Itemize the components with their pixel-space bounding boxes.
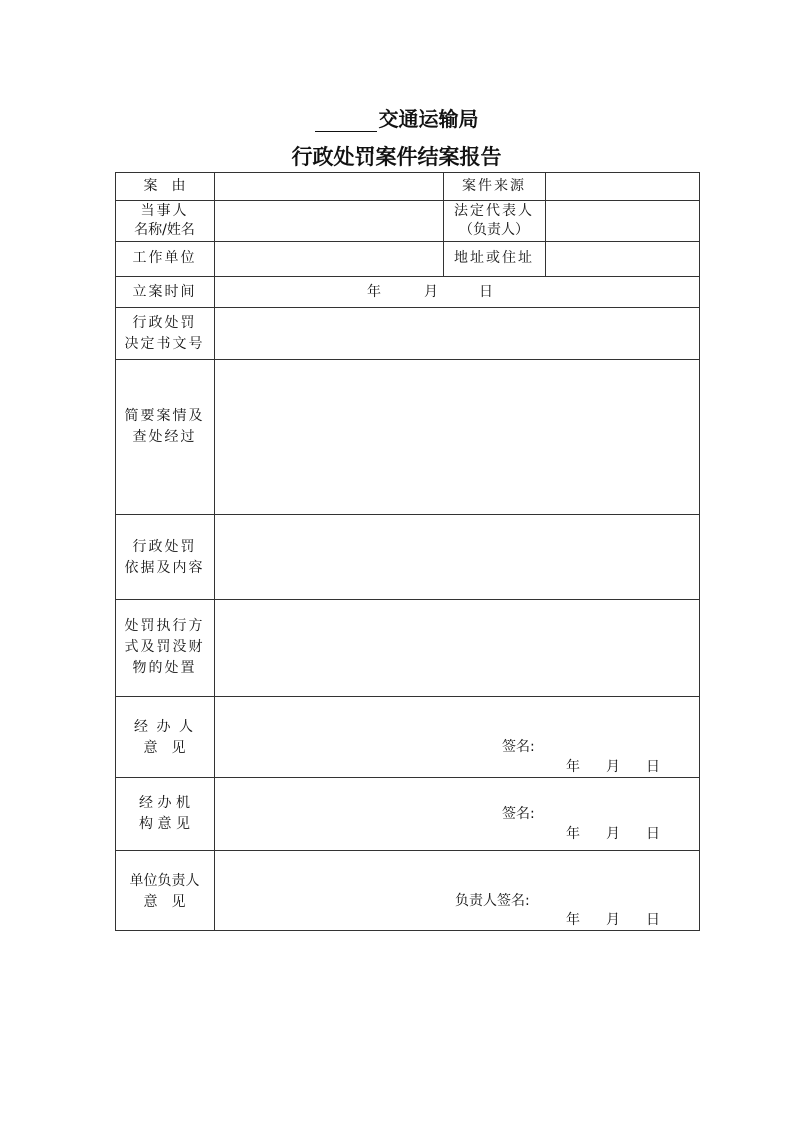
label-execution-line3: 物的处置: [132, 660, 197, 676]
label-head-line2: 意 见: [143, 894, 186, 910]
label-summary-line1: 简要案情及: [124, 408, 205, 424]
label-execution-line2: 式及罚没财: [124, 639, 205, 655]
label-work-unit: 工作单位: [132, 250, 197, 266]
head-year-label: 年: [566, 912, 580, 928]
head-day-label: 日: [646, 912, 660, 928]
label-party-line2: 名称/姓名: [134, 222, 195, 238]
label-filing-time: 立案时间: [132, 284, 197, 300]
label-decision-no-line2: 决定书文号: [124, 336, 205, 352]
agency-suffix: 交通运输局: [378, 107, 479, 131]
label-handler-line1: 经 办 人: [134, 719, 195, 735]
label-party-line1: 当事人: [140, 203, 189, 219]
label-basis-line1: 行政处罚: [132, 539, 197, 555]
head-month-label: 月: [606, 912, 620, 928]
label-legal-rep-line1: 法定代表人: [454, 203, 534, 219]
label-handler-line2: 意 见: [143, 740, 186, 756]
head-signature-label: 负责人签名:: [455, 893, 530, 909]
label-case-source: 案件来源: [462, 178, 526, 194]
dept-day-label: 日: [646, 826, 660, 842]
page-title: 行政处罚案件结案报告: [291, 145, 502, 169]
dept-year-label: 年: [566, 826, 580, 842]
agency-name-blank: [315, 111, 377, 132]
label-dept-line2: 构 意 见: [139, 816, 190, 832]
label-head-line1: 单位负责人: [129, 873, 200, 889]
label-execution-line1: 处罚执行方: [124, 618, 205, 634]
filing-month-label: 月: [424, 284, 438, 300]
label-address: 地址或住址: [454, 250, 534, 266]
handler-month-label: 月: [606, 759, 620, 775]
handler-day-label: 日: [646, 759, 660, 775]
dept-month-label: 月: [606, 826, 620, 842]
handler-year-label: 年: [566, 759, 580, 775]
label-basis-line2: 依据及内容: [124, 560, 205, 576]
dept-signature-label: 签名:: [502, 806, 535, 822]
label-summary-line2: 查处经过: [132, 429, 197, 445]
filing-year-label: 年: [367, 284, 381, 300]
handler-signature-label: 签名:: [502, 739, 535, 755]
agency-title: [0, 106, 793, 132]
label-decision-no-line1: 行政处罚: [132, 315, 197, 331]
label-legal-rep-line2: （负责人）: [459, 222, 529, 238]
label-dept-line1: 经 办 机: [139, 795, 190, 811]
filing-day-label: 日: [479, 284, 493, 300]
label-case-cause: 案 由: [143, 178, 186, 194]
